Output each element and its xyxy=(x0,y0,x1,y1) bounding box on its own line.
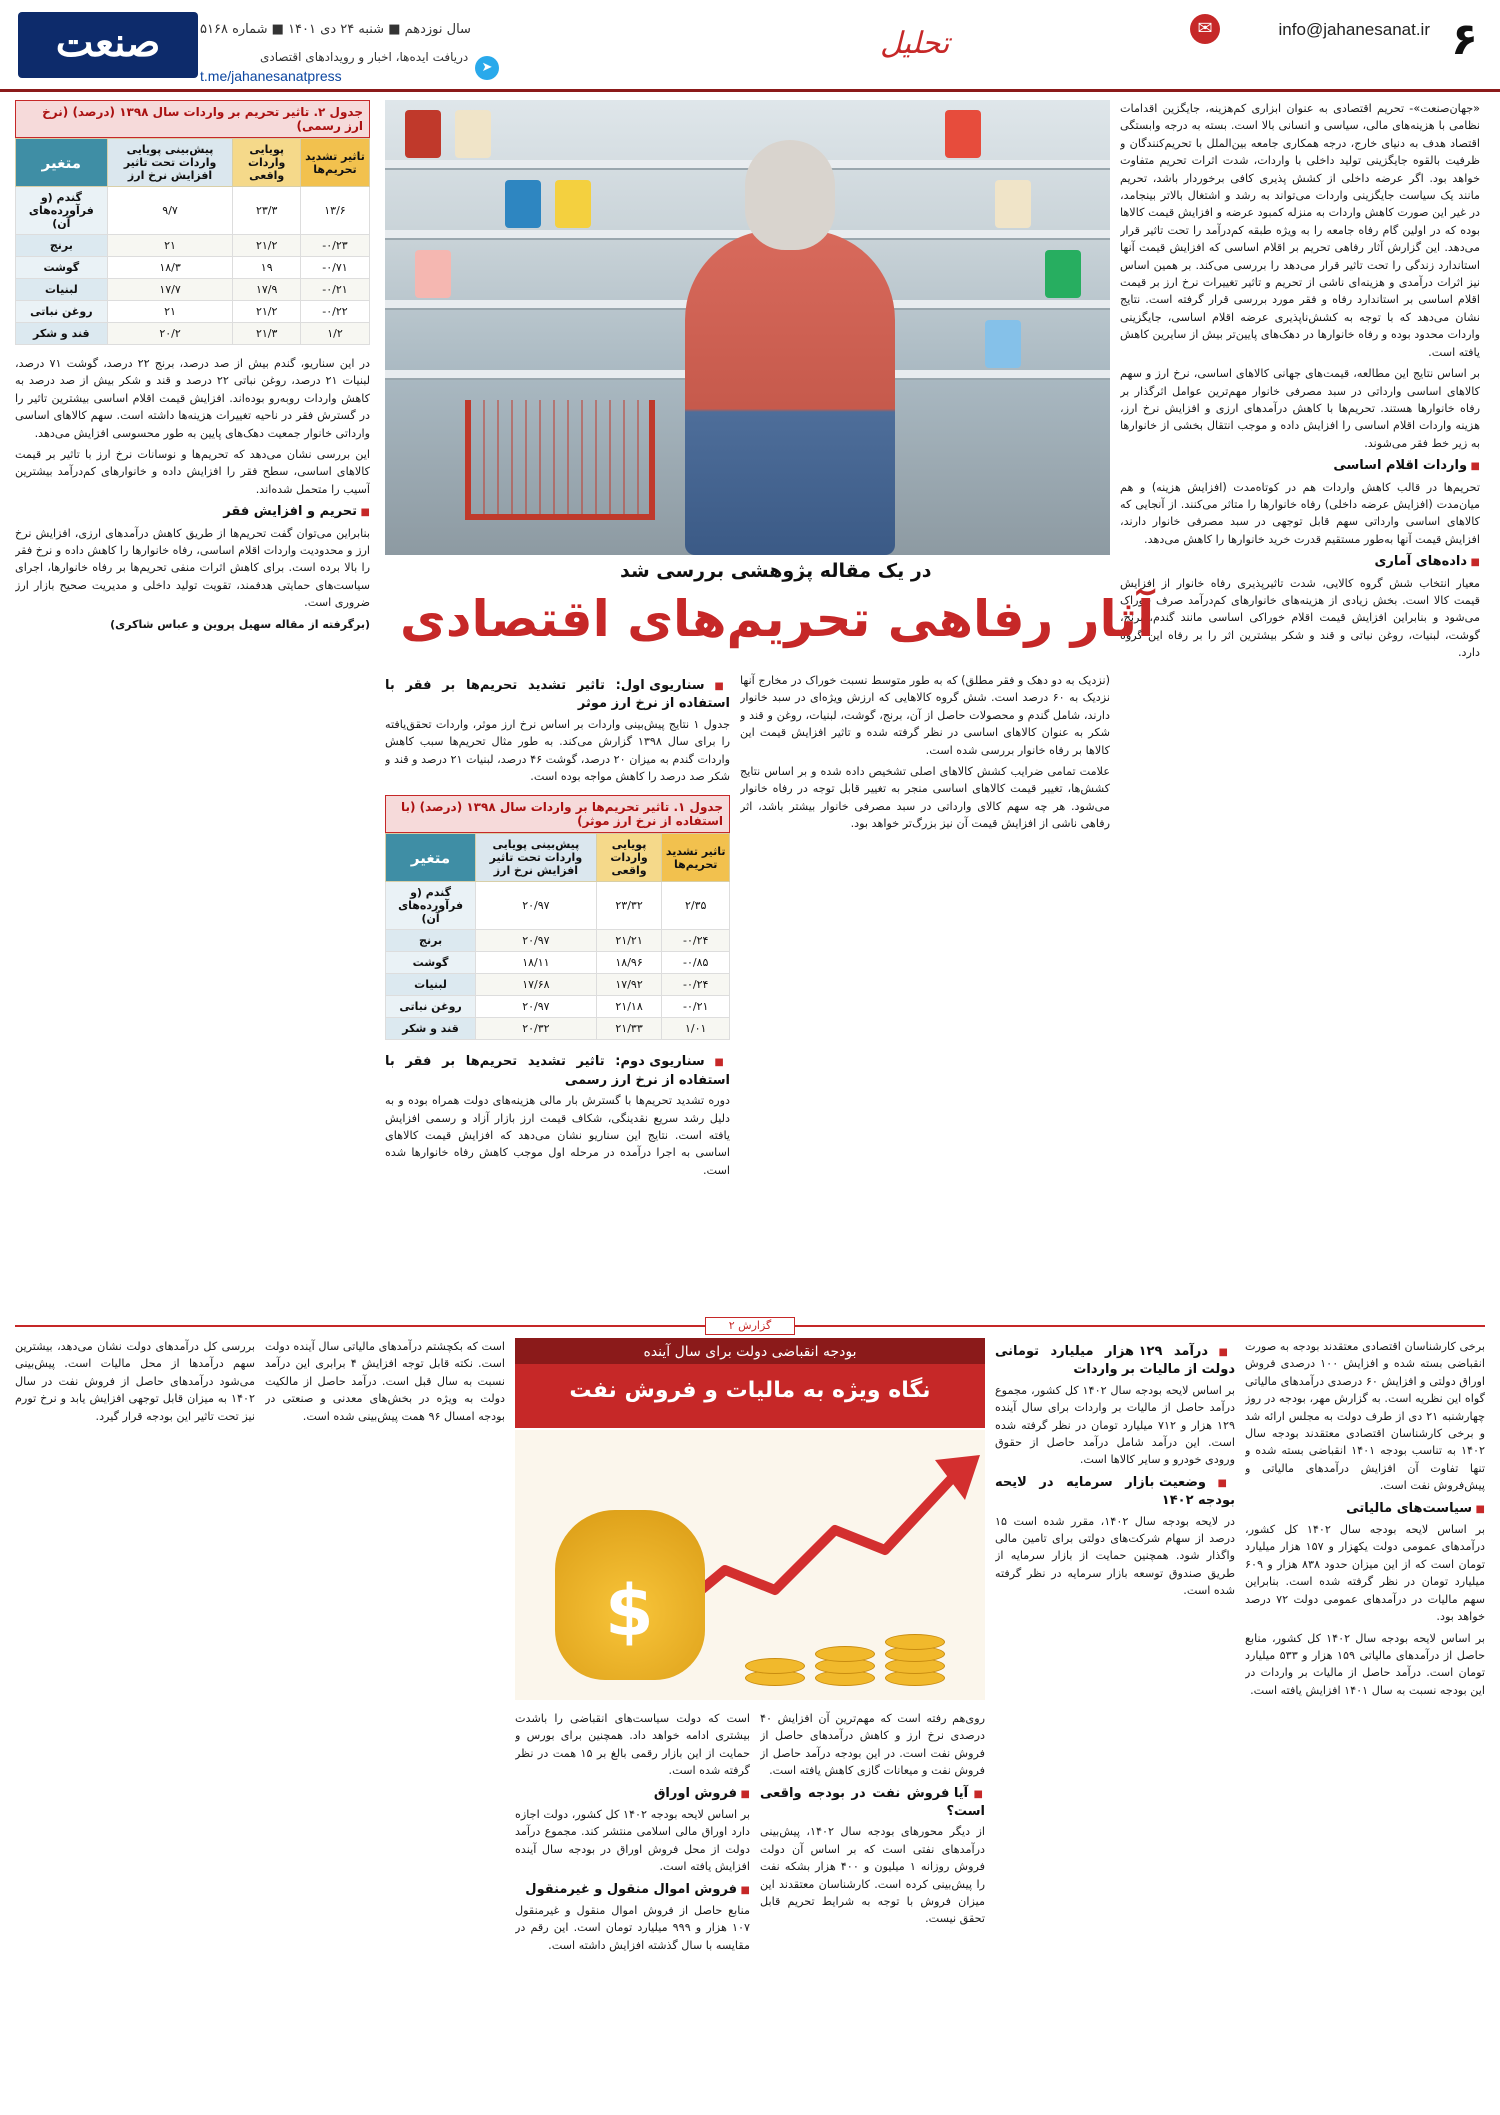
table-row xyxy=(386,1018,730,1040)
paragraph: از دیگر محورهای بودجه سال ۱۴۰۲، پیش‌بینی درآمدهای نفتی است که بر اساس آن دولت فروش روزانه ۱ میلیون و ۴۰۰ هزار بشکه نفت را پیش‌بینی کرده است. کارشناسان معتقدند این میزان فروش با توجه به شرایط تحریم قابل تحقق نیست. xyxy=(760,1825,985,1926)
paragraph: برخی کارشناسان اقتصادی معتقدند بودجه به صورت انقباضی بسته شده و افزایش ۱۰۰ درصدی فروش اوراق دولتی و افزایش ۶۰ درصدی درآمدهای مالیاتی گواه این نظریه است. به گزارش مهر، بودجه در روز چهارشنبه ۲۱ دی از طرف دولت به مجلس ارائه شد و برخی کارشناسان اقتصادی معتقدند بودجه سال ۱۴۰۲ به تناسب بودجه ۱۴۰۱ انقباضی بسته شده و تنها تفاوت آن افزایش درآمدهای مالیاتی و پیش‌فروش نفت است. xyxy=(1245,1340,1485,1493)
table-cell: ۲۰/۳۲ xyxy=(476,1018,597,1040)
paragraph: این بررسی نشان می‌دهد که تحریم‌ها و نوسانات نرخ ارز با تاثیر بر قیمت کالاهای اساسی، سطح فقر را افزایش داده و خانوارهای کم‌درآمد بیشترین آسیب را متحمل شده‌اند. xyxy=(15,448,370,496)
table-cell: ۲۱/۲ xyxy=(233,235,301,257)
table-cell: گوشت xyxy=(16,257,108,279)
report-headline: نگاه ویژه به مالیات و فروش نفت xyxy=(569,1378,931,1403)
email-address[interactable]: info@jahanesanat.ir xyxy=(1278,20,1430,39)
table-cell: ۲۳/۳ xyxy=(233,187,301,235)
table-cell: ۱۷/۹ xyxy=(233,279,301,301)
paragraph: بر اساس لایحه بودجه ۱۴۰۲ کل کشور، دولت اجازه دارد اوراق مالی اسلامی منتشر کند. مجموع درآمد دولت از محل فروش اوراق در بودجه سال آینده افزایش یافته است. xyxy=(515,1808,750,1874)
table-cell: برنج xyxy=(16,235,108,257)
subheading: ■ فروش اموال منقول و غیرمنقول xyxy=(515,1881,750,1899)
subheading: ■ درآمد ۱۲۹ هزار میلیارد تومانی دولت از مالیات بر واردات xyxy=(995,1343,1235,1379)
table-cell: ۲۱ xyxy=(107,301,233,323)
article-column-right xyxy=(1120,100,1480,1310)
table-title: جدول ۱. تاثیر تحریم‌ها بر واردات سال ۱۳۹۸ (درصد) (با استفاده از نرخ ارز موثر) xyxy=(385,795,730,833)
table-1 xyxy=(385,795,730,1040)
table-row xyxy=(386,996,730,1018)
table-cell: ۲۱/۲۱ xyxy=(596,930,662,952)
table-cell: ۱۷/۷ xyxy=(107,279,233,301)
table-header: پیش‌بینی پویایی واردات تحت تاثیر افزایش نرخ ارز xyxy=(476,834,597,882)
table-header: تاثیر تشدید تحریم‌ها xyxy=(300,139,369,187)
table-cell: روغن نباتی xyxy=(386,996,476,1018)
table-cell: ۱۸/۳ xyxy=(107,257,233,279)
paragraph: بر اساس لایحه بودجه سال ۱۴۰۲ کل کشور، منابع حاصل از درآمدهای مالیاتی ۱۵۹ هزار و ۵۳۳ میلیارد تومان است. درآمد حاصل از مالیات بر واردات در این بودجه نسبت به سال ۱۴۰۱ افزایش یافته است. xyxy=(1245,1631,1485,1697)
subheading: ■ سیاست‌های مالیاتی xyxy=(1245,1500,1485,1518)
table-cell: ۲۰/۹۷ xyxy=(476,996,597,1018)
table-cell: لبنیات xyxy=(16,279,108,301)
table-cell: ۰/۲۲- xyxy=(300,301,369,323)
paragraph: «جهان‌صنعت»- تحریم اقتصادی به عنوان ابزاری کم‌هزینه، جایگزین اقدامات نظامی با هزینه‌های مالی، سیاسی و انسانی بالا است. بسته به درجه وابستگی اقتصاد هدف به دنیای خارج، درجه همکاری جامعه بین‌الملل با تحریم‌کنندگان و ظرفیت بالقوه جایگزینی تولید داخلی با واردات، شدت اثرات تحریم متفاوت خواهد بود. اگر عرضه داخلی از کشش پذیری کافی برخوردار باشد، تحریم مانند یک سیاست جایگزینی واردات می‌تواند به رشد و اشتغال بالاتر بینجامد، در غیر این صورت کاهش واردات به منزله کمبود عرضه و افزایش قیمت کالاها بوده که در اولین گام رفاه جامعه را به ویژه طبقه کم‌درآمد را تحت تاثیر قرار می‌دهد. این گزارش آثار رفاهی تحریم بر اقلام اساسی که افزایش قیمت آنها استاندارد زندگی را تحت تاثیر قرار می‌دهد را بررسی می‌کند. بر همین اساس نیز اثرات درآمدی و هزینه‌ای ناشی از تحریم و تاثیر تغییرات نرخ ارز بر قیمت اقلام اساسی بر استاندارد رفاه و فقر مورد بررسی قرار گرفته است. نتایج نشان می‌دهد که با توجه به کشش‌ناپذیری عرضه اقلام اساسی، جایگزینی واردات محدود بوده و رفاه خانوارها در دهک‌های پایین‌تر بیش از سایرین کاهش یافته است. xyxy=(1120,102,1480,359)
money-bag-illustration xyxy=(515,1430,985,1700)
paragraph: در این سناریو، گندم بیش از صد درصد، برنج ۲۲ درصد، گوشت ۷۱ درصد، لبنیات ۲۱ درصد، روغن نباتی ۲۲ درصد و قند و شکر بیش از صد درصد به کاهش واردات روبه‌رو بوده‌اند. افزایش قیمت اقلام اساسی بیشترین تاثیر را در گسترش فقر در ناحیه تغییرات هزینه‌ها داشته است. سهم کالاهای اساسی وارداتی خانوار جمعیت دهک‌های پایین به طور محسوسی افزایش می‌دهد. xyxy=(15,357,370,440)
report-column-2 xyxy=(995,1338,1235,2108)
table-row xyxy=(16,323,370,345)
subheading: ■ سناریوی دوم: تاثیر تشدید تحریم‌ها بر فقر با استفاده از نرخ ارز رسمی xyxy=(385,1053,730,1089)
table-title: جدول ۲. تاثیر تحریم بر واردات سال ۱۳۹۸ (درصد) (نرخ ارز رسمی) xyxy=(15,100,370,138)
table-cell: ۲۱/۱۸ xyxy=(596,996,662,1018)
table-cell: ۲۰/۹۷ xyxy=(476,882,597,930)
article-headline: آثار رفاهی تحریم‌های اقتصادی xyxy=(400,590,1155,648)
table-cell: قند و شکر xyxy=(16,323,108,345)
table-header: متغیر xyxy=(16,139,108,187)
subheading: ■ سناریوی اول: تاثیر تشدید تحریم‌ها بر فقر با استفاده از نرخ ارز موثر xyxy=(385,677,730,713)
paragraph: روی‌هم رفته است که مهم‌ترین آن افزایش ۴۰ درصدی نرخ ارز و کاهش درآمدهای حاصل از فروش نفت است. در این بودجه درآمد حاصل از فروش نفت و میعانات گازی کاهش یافته است. xyxy=(760,1712,985,1778)
table-row xyxy=(386,952,730,974)
table-row xyxy=(16,187,370,235)
table-cell: روغن نباتی xyxy=(16,301,108,323)
data-table xyxy=(385,833,730,1040)
table-row xyxy=(16,279,370,301)
data-table xyxy=(15,138,370,345)
mail-icon: ✉ xyxy=(1190,14,1220,44)
report-column-3 xyxy=(760,1710,985,2108)
table-cell: ۲۰/۹۷ xyxy=(476,930,597,952)
table-cell: ۹/۷ xyxy=(107,187,233,235)
table-cell: ۰/۲۴- xyxy=(662,974,730,996)
table-cell: قند و شکر xyxy=(386,1018,476,1040)
table-row xyxy=(386,882,730,930)
telegram-text: دریافت ایده‌ها، اخبار و رویدادهای اقتصادی xyxy=(260,50,469,64)
table-cell: ۱۹ xyxy=(233,257,301,279)
section-title: تحلیل xyxy=(880,26,950,61)
table-cell: ۰/۷۱- xyxy=(300,257,369,279)
paragraph: تحریم‌ها در قالب کاهش واردات هم در کوتاه‌مدت (افزایش هزینه) و هم میان‌مدت (افزایش عرضه داخلی) رفاه خانوارها را متاثر می‌کنند. از آنجایی که کالاهای اساسی وارداتی سهم قابل توجهی در سبد مصرفی خانوار دارند، افزایش قیمت آنها به‌طور مستقیم قدرت خرید خانوارها را کاهش می‌دهد. xyxy=(1120,480,1480,546)
table-cell: گندم (و فرآورده‌های آن) xyxy=(16,187,108,235)
table-cell: ۲۰/۲ xyxy=(107,323,233,345)
table-cell: ۲۱/۲ xyxy=(233,301,301,323)
table-cell: ۲۱ xyxy=(107,235,233,257)
table-row xyxy=(16,235,370,257)
table-cell: گندم (و فرآورده‌های آن) xyxy=(386,882,476,930)
table-cell: ۱/۰۱ xyxy=(662,1018,730,1040)
paragraph: است که دولت سیاست‌های انقباضی را باشدت بیشتری ادامه خواهد داد. همچنین برای بورس و حمایت از این بازار رقمی بالغ بر ۱۵ همت در نظر گرفته شده است. xyxy=(515,1712,750,1778)
telegram-icon: ➤ xyxy=(475,56,499,80)
article-photo xyxy=(385,100,1110,555)
dollar-icon: $ xyxy=(605,1570,654,1652)
table-cell: ۱۳/۶ xyxy=(300,187,369,235)
table-cell: ۱۸/۹۶ xyxy=(596,952,662,974)
table-cell: لبنیات xyxy=(386,974,476,996)
article-column-mid xyxy=(740,672,1110,1317)
issue-info: سال نوزدهم ■ شنبه ۲۴ دی ۱۴۰۱ ■ شماره ۵۱۶۸ xyxy=(200,22,471,37)
paragraph: است که بکچشتم درآمدهای مالیاتی سال آینده دولت است. نکته قابل توجه افزایش ۴ برابری این درآمد نسبت به سال قبل است. درآمد حاصل از مالکیت دولت به ویژه در بخش‌های معدنی و صنعتی در بودجه امسال ۹۶ همت پیش‌بینی شده است. xyxy=(265,1340,505,1423)
table-cell: ۰/۲۱- xyxy=(662,996,730,1018)
table-cell: ۰/۲۳- xyxy=(300,235,369,257)
paragraph: علامت تمامی ضرایب کشش کالاهای اصلی تشخیص داده شده و بر اساس نتایج کشش‌ها، تغییر قیمت کالاهای اساسی منجر به تغییر قابل توجه در رفاه خانوار می‌شود. هر چه سهم کالای وارداتی در سبد مصرفی خانوار بیشتر باشد، اثر رفاهی ناشی از افزایش قیمت آن نیز بزرگ‌تر خواهد بود. xyxy=(740,765,1110,831)
table-row xyxy=(16,257,370,279)
article-kicker: در یک مقاله پژوهشی بررسی شد xyxy=(620,560,932,582)
report-column-6 xyxy=(15,1338,255,2108)
paragraph: دوره تشدید تحریم‌ها با گسترش بار مالی هزینه‌های دولت همراه بوده و به دلیل رشد سریع نقدینگی، شکاف قیمت ارز بازار آزاد و رسمی افزایش یافته است. نتایج این سناریو نشان می‌دهد که افزایش قیمت کالاهای اساسی به اجرا درآمده در مرحله اول موجب کاهش رفاه خانوارها شده است. xyxy=(385,1094,730,1177)
paragraph: جدول ۱ نتایج پیش‌بینی واردات بر اساس نرخ ارز موثر، واردات تحقق‌یافته را برای سال ۱۳۹۸ گزارش می‌کند. به طور مثال تحریم‌ها سبب کاهش واردات گندم به میزان ۲۰ درصد، گوشت ۴۶ درصد، لبنیات ۲۱ درصد و قند و شکر صد درصد را کاهش مواجه بوده است. xyxy=(385,717,730,784)
page-number: ۶ xyxy=(1451,14,1478,65)
report-tag: گزارش ۲ xyxy=(705,1317,795,1335)
table-cell: ۱۷/۶۸ xyxy=(476,974,597,996)
article-column-mid-left xyxy=(385,672,730,1317)
subheading: ■ وضعیت بازار سرمایه در لایحه بودجه ۱۴۰۲ xyxy=(995,1474,1235,1510)
table-cell: ۲۳/۳۲ xyxy=(596,882,662,930)
subheading: ■ تحریم و افزایش فقر xyxy=(15,503,370,521)
table-header: تاثیر تشدید تحریم‌ها xyxy=(662,834,730,882)
table-row xyxy=(386,930,730,952)
paragraph: بر اساس لایحه بودجه سال ۱۴۰۲ کل کشور، مجموع درآمد حاصل از مالیات بر واردات برای سال آینده ۱۲۹ هزار و ۷۱۲ میلیارد تومان در نظر گرفته شده است. این درآمد شامل درآمد حاصل از حقوق ورودی خودرو و سایر کالاها است. xyxy=(995,1383,1235,1467)
paragraph: منابع حاصل از فروش اموال منقول و غیرمنقول ۱۰۷ هزار و ۹۹۹ میلیارد تومان است. این رقم در مقایسه با سال گذشته افزایش داشته است. xyxy=(515,1904,750,1952)
paragraph: بررسی کل درآمدهای دولت نشان می‌دهد، بیشترین سهم درآمدها از محل مالیات است. پیش‌بینی می‌شود درآمدهای حاصل از فروش نفت در سال ۱۴۰۲ به میزان قابل توجهی افزایش یابد و نرخ تورم نیز تحت تاثیر این بودجه قرار گیرد. xyxy=(15,1340,255,1423)
paragraph: بر اساس نتایج این مطالعه، قیمت‌های جهانی کالاهای اساسی، نرخ ارز و سهم کالاهای اساسی وارداتی در سبد مصرفی خانوار مهم‌ترین عوامل اثرگذار بر رفاه خانوارها هستند. تحریم‌ها با کاهش درآمدهای ارزی و افزایش نرخ ارز، هزینه واردات اقلام اساسی را افزایش داده و موجب انتقال بخشی از خانوارها به زیر خط فقر می‌شوند. xyxy=(1120,367,1480,450)
article-column-left xyxy=(15,100,370,1315)
subheading: ■ داده‌های آماری xyxy=(1120,553,1480,571)
report-column-4 xyxy=(515,1710,750,2108)
table-header: متغیر xyxy=(386,834,476,882)
article-credit: (برگرفته از مقاله سهیل پروین و عباس شاکری) xyxy=(110,617,370,631)
table-header: پیش‌بینی پویایی واردات تحت تاثیر افزایش نرخ ارز xyxy=(107,139,233,187)
paragraph: معیار انتخاب شش گروه کالایی، شدت تاثیرپذیری رفاه خانوار از افزایش قیمت کالا است. بخش زیادی از هزینه‌های خانوارهای کم‌درآمد صرف خوراک می‌شود و بنابراین افزایش قیمت اقلام خوراکی اساسی مانند گندم، برنج، گوشت، لبنیات، روغن نباتی و قند و شکر بیشترین اثر را بر رفاه این گروه دارد. xyxy=(1120,576,1480,660)
table-row xyxy=(16,301,370,323)
paragraph: (نزدیک به دو دهک و فقر مطلق) که به طور متوسط نسبت خوراک در مخارج آنها نزدیک به ۶۰ درصد است. شش گروه کالاهایی که ارزش ویژه‌ای در سبد خانوار دارند، شامل گندم و محصولات حاصل از آن، برنج، گوشت، لبنیات، روغن و قند و شکر به عنوان کالاهای اساسی در نظر گرفته شده و تاثیر افزایش قیمت این کالاها بر رفاه خانوار بررسی شده است. xyxy=(740,674,1110,757)
telegram-link[interactable]: t.me/jahanesanatpress xyxy=(200,68,342,84)
subheading: ■ واردات اقلام اساسی xyxy=(1120,457,1480,475)
report-column-5 xyxy=(265,1338,505,2108)
report-column-1 xyxy=(1245,1338,1485,2108)
table-cell: ۰/۲۴- xyxy=(662,930,730,952)
table-cell: ۲/۳۵ xyxy=(662,882,730,930)
table-cell: گوشت xyxy=(386,952,476,974)
table-row xyxy=(386,974,730,996)
paragraph: بر اساس لایحه بودجه سال ۱۴۰۲ کل کشور، درآمدهای عمومی دولت یکهزار و ۱۵۷ هزار میلیارد تومان است که از این میزان حدود ۸۳۸ هزار و ۶۰۹ میلیارد تومان در نظر گرفته شده است. بنابراین سهم مالیات در درآمدهای عمومی دولت ۷۲ درصد خواهد بود. xyxy=(1245,1523,1485,1624)
table-cell: ۰/۸۵- xyxy=(662,952,730,974)
rising-arrow-icon xyxy=(665,1450,985,1630)
paragraph: در لایحه بودجه سال ۱۴۰۲، مقرر شده است ۱۵ درصد از سهام شرکت‌های دولتی برای تامین مالی واگذار شود. همچنین حمایت از بازار سرمایه از طریق صندوق توسعه بازار سرمایه در نظر گرفته شده است. xyxy=(995,1514,1235,1598)
newspaper-logo: صنعت xyxy=(18,12,198,78)
report-subtitle: بودجه انقباضی دولت برای سال آینده xyxy=(515,1338,985,1364)
table-cell: ۱/۲ xyxy=(300,323,369,345)
paragraph: بنابراین می‌توان گفت تحریم‌ها از طریق کاهش درآمدهای ارزی، افزایش نرخ ارز و محدودیت واردات اقلام اساسی، رفاه خانوارها را کاهش داده و نرخ فقر را بالا برده است. برای کاهش اثرات منفی تحریم‌ها بر رفاه خانوارها، اجرای سیاست‌های حمایتی هدفمند، تقویت تولید داخلی و مدیریت صحیح بازار ارز ضروری است. xyxy=(15,526,370,610)
table-cell: ۲۱/۳۳ xyxy=(596,1018,662,1040)
report-title-box xyxy=(515,1338,985,1428)
table-header: پویایی واردات واقعی xyxy=(233,139,301,187)
table-cell: ۰/۲۱- xyxy=(300,279,369,301)
table-header: پویایی واردات واقعی xyxy=(596,834,662,882)
table-cell: برنج xyxy=(386,930,476,952)
table-cell: ۱۷/۹۲ xyxy=(596,974,662,996)
table-2 xyxy=(15,100,370,345)
table-cell: ۲۱/۳ xyxy=(233,323,301,345)
table-cell: ۱۸/۱۱ xyxy=(476,952,597,974)
subheading: ■ آیا فروش نفت در بودجه واقعی است؟ xyxy=(760,1785,985,1821)
subheading: ■ فروش اوراق xyxy=(515,1785,750,1803)
